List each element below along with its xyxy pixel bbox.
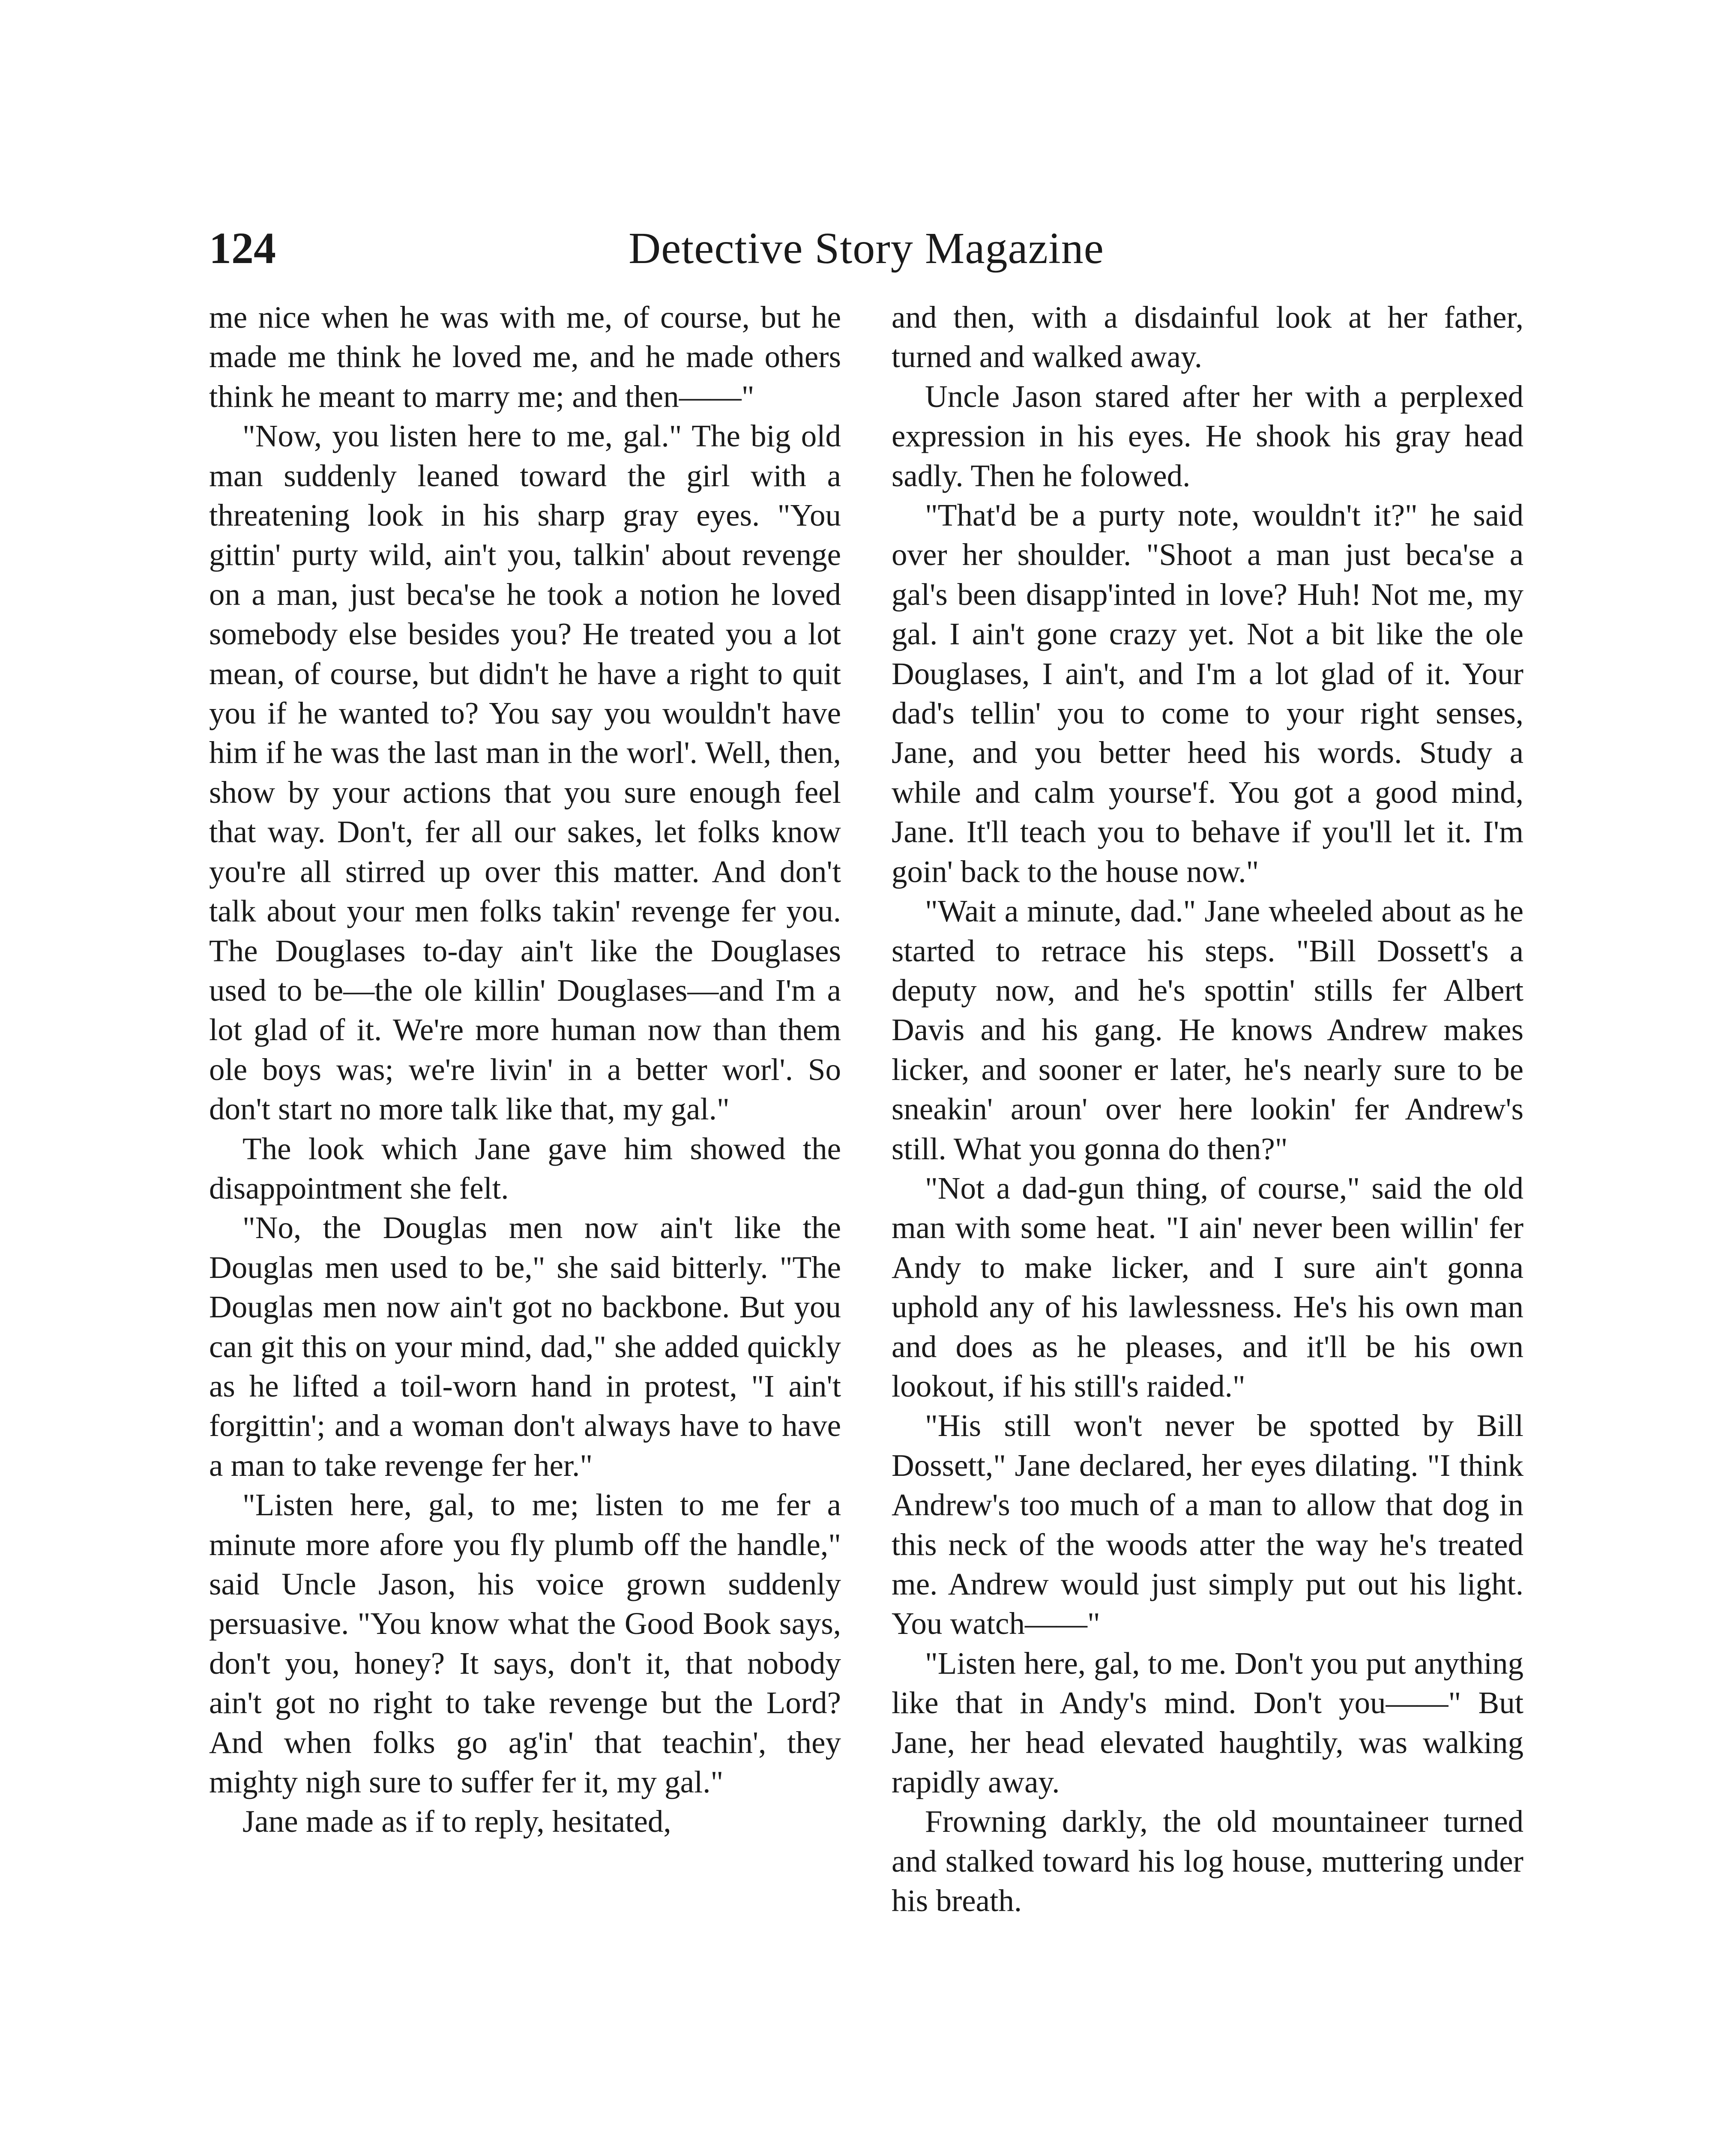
page-header bbox=[209, 214, 1523, 283]
paragraph: The look which Jane gave him showed the disappointment she felt. bbox=[209, 1131, 841, 1206]
paragraph: "Not a dad-gun thing, of course," said the old man with some heat. "I ain' never been willin' fer Andy to make licker, and I sure ain't gonna uphold any of his lawlessness. He's his own man and does as he pleases, and it'll be his own lookout, if his still's raided." bbox=[892, 1170, 1523, 1403]
paragraph: "Now, you listen here to me, gal." The big old man suddenly leaned toward the girl with a threatening look in his sharp gray eyes. "You gittin' purty wild, ain't you, talkin' about revenge on a man, just beca'se he took a notion he loved somebody else besides you? He treated you a lot mean, of course, but didn't he have a right to quit you if he wanted to? You say you wouldn't have him if he was the last man in the worl'. Well, then, show by your actions that you sure enough feel that way. Don't, fer all our sakes, let folks know you're all stirred up over this matter. And don't talk about your men folks takin' revenge fer you. The Douglases to-day ain't like the Douglases used to be—the ole killin' Douglases—and I'm a lot glad of it. We're more human now than them ole boys was; we're livin' in a better worl'. So don't start no more talk like that, my gal." bbox=[209, 419, 841, 1127]
running-title: Detective Story Magazine bbox=[629, 224, 1104, 273]
paragraph: "His still won't never be spotted by Bill Dossett," Jane declared, her eyes dilating. "I think Andrew's too much of a man to allow that dog in this neck of the woods atter the way he's treated me. Andrew would just simply put out his light. You watch——" bbox=[892, 1408, 1523, 1641]
paragraph: Uncle Jason stared after her with a perplexed expression in his eyes. He shook his gray head sadly. Then he folowed. bbox=[892, 379, 1523, 493]
paragraph: "Listen here, gal, to me. Don't you put anything like that in Andy's mind. Don't you——" But Jane, her head elevated haughtily, was walking rapidly away. bbox=[892, 1645, 1523, 1800]
paragraph: "Listen here, gal, to me; listen to me fer a minute more afore you fly plumb off the handle," said Uncle Jason, his voice grown suddenly persuasive. "You know what the Good Book says, don't you, honey? It says, don't it, that nobody ain't got no right to take revenge but the Lord? And when folks go ag'in' that teachin', they mighty nigh sure to suffer fer it, my gal." bbox=[209, 1487, 841, 1800]
right-column bbox=[892, 298, 1523, 1921]
paragraph: me nice when he was with me, of course, but he made me think he loved me, and he made others think he meant to marry me; and then——" bbox=[209, 300, 841, 414]
paragraph: Frowning darkly, the old mountaineer turned and stalked toward his log house, muttering under his breath. bbox=[892, 1804, 1523, 1918]
paragraph: and then, with a disdainful look at her father, turned and walked away. bbox=[892, 300, 1523, 374]
paragraph: Jane made as if to reply, hesitated, bbox=[242, 1804, 671, 1839]
paragraph: "That'd be a purty note, wouldn't it?" he said over her shoulder. "Shoot a man just beca'se a gal's been disapp'inted in love? Huh! Not me, my gal. I ain't gone crazy yet. Not a bit like the ole Douglases, I ain't, and I'm a lot glad of it. Your dad's tellin' you to come to your right senses, Jane, and you better heed his words. Study a while and calm yourse'f. You got a good mind, Jane. It'll teach you to behave if you'll let it. I'm goin' back to the house now." bbox=[892, 498, 1523, 889]
paragraph: "No, the Douglas men now ain't like the Douglas men used to be," she said bitterly. "The Douglas men now ain't got no backbone. But you can git this on your mind, dad," she added quickly as he lifted a toil-worn hand in protest, "I ain't forgittin'; and a woman don't always have to have a man to take revenge fer her." bbox=[209, 1210, 841, 1483]
page-number: 124 bbox=[209, 224, 276, 273]
left-column bbox=[209, 298, 841, 1842]
paragraph: "Wait a minute, dad." Jane wheeled about as he started to retrace his steps. "Bill Dossett's a deputy now, and he's spottin' stills fer Albert Davis and his gang. He knows Andrew makes licker, and sooner er later, he's nearly sure to be sneakin' aroun' over here lookin' fer Andrew's still. What you gonna do then?" bbox=[892, 894, 1523, 1166]
